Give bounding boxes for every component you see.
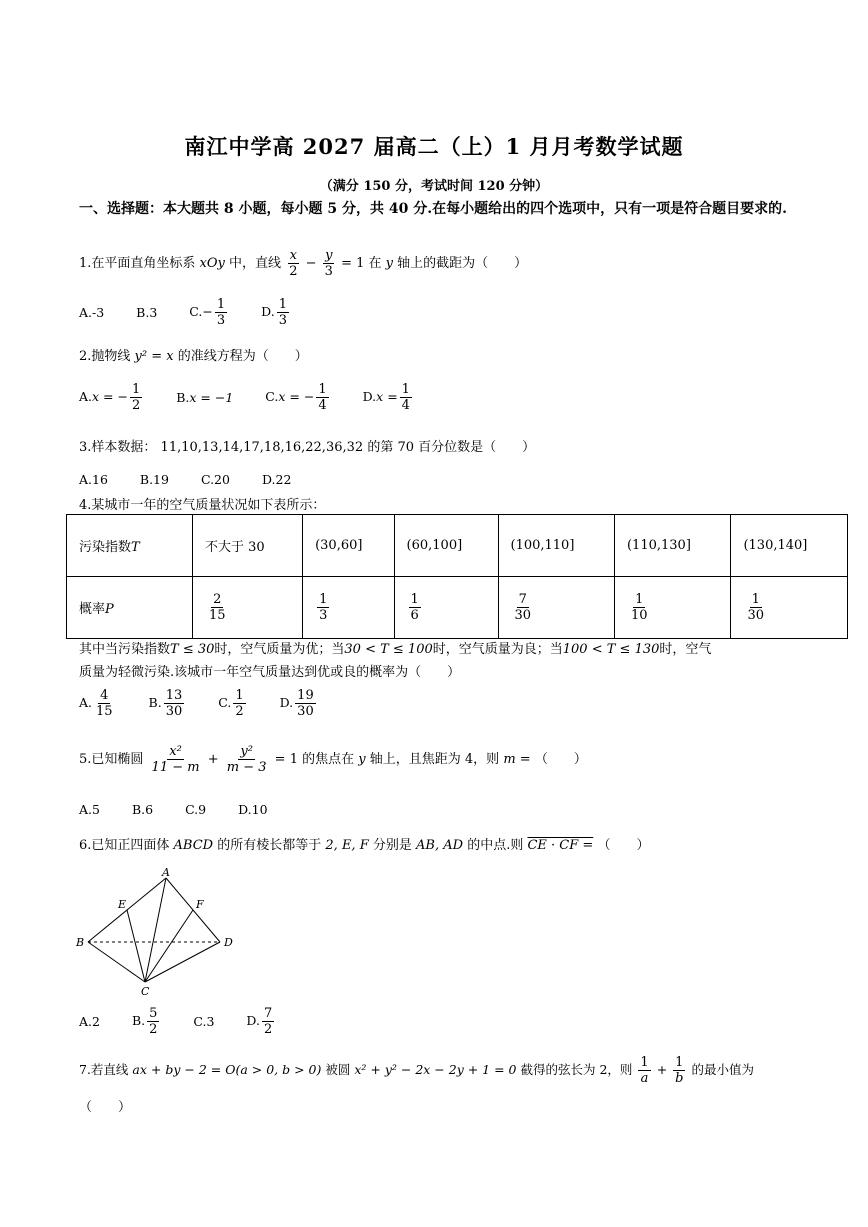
label-e: E xyxy=(118,898,127,911)
q2-text-b: 的准线方程为（ ） xyxy=(177,349,308,364)
q5-option-c[interactable]: C.9 xyxy=(185,802,207,817)
q1-option-a[interactable]: A.-3 xyxy=(79,305,105,320)
q4-options xyxy=(79,688,346,719)
q5-option-b[interactable]: B.6 xyxy=(131,802,154,817)
q6-options xyxy=(79,1006,304,1037)
q1-options xyxy=(79,297,319,328)
q1-frac-x: $\frac{x}{2}$ xyxy=(289,248,298,279)
tetrahedron-figure xyxy=(70,868,250,998)
q1-yvar: y xyxy=(385,256,394,271)
q1-text-b: 中，直线 xyxy=(229,256,282,271)
q6-option-c[interactable]: C.3 xyxy=(193,1014,215,1029)
q4-option-a[interactable]: A. $\frac{4}{15}$ xyxy=(79,688,113,719)
table-cell: (130,140] xyxy=(731,515,848,577)
q2-option-c[interactable]: C.x = − $\frac{1}{4}$ xyxy=(265,382,327,413)
q2-text-a: 2.抛物线 xyxy=(79,349,131,364)
table-row xyxy=(67,515,848,577)
q4-option-d[interactable]: D. $\frac{19}{30}$ xyxy=(279,688,314,719)
q5-option-d[interactable]: D.10 xyxy=(238,802,268,817)
table-row xyxy=(67,577,848,639)
q2-option-a[interactable]: A.x = − $\frac{1}{2}$ xyxy=(79,382,141,413)
question-7: 7.若直线 ax + by − 2 = O(a > 0, b > 0) 被圆 x² + y² − 2x − 2y + 1 = 0 截得的弦长为 2，则 $\frac{1}{a}$ + $\frac{1}{b}$ 的最小值为 xyxy=(79,1055,754,1086)
table-cell: $\frac{1}{3}$ xyxy=(303,577,394,639)
table-cell: 污染指数T xyxy=(67,515,193,577)
q2-options xyxy=(79,382,442,413)
q1-frac-y: $\frac{y}{3}$ xyxy=(324,248,333,279)
label-d: D xyxy=(224,936,233,949)
q6-option-d[interactable]: D. $\frac{7}{2}$ xyxy=(246,1006,273,1037)
q3-option-d[interactable]: D.22 xyxy=(261,472,292,487)
q3-text-b: 的第 70 百分位数是（ ） xyxy=(367,440,536,455)
q2-option-b[interactable]: B.x = −1 xyxy=(176,390,234,405)
q3-options xyxy=(79,471,319,487)
q7-answer-blank: （ ） xyxy=(79,1100,132,1115)
label-b: B xyxy=(76,936,85,949)
q1-text-c: 在 xyxy=(368,256,382,271)
question-5: 5.已知椭圆 $\frac{\text{x²}}{11 - m}$ + $\frac{\text{y²}}{m - 3}$ = 1 的焦点在 y 轴上，且焦距为 4，则 m = （ ） xyxy=(79,744,587,775)
table-cell: $\frac{1}{10}$ xyxy=(614,577,730,639)
table-cell: (110,130] xyxy=(614,515,730,577)
q1-var: xOy xyxy=(199,256,225,271)
question-3 xyxy=(79,436,535,455)
air-quality-table xyxy=(66,514,848,639)
label-f: F xyxy=(196,898,204,911)
label-c: C xyxy=(141,985,150,998)
q1-minus: − xyxy=(305,256,317,271)
q4-option-c[interactable]: C. $\frac{1}{2}$ xyxy=(218,688,244,719)
q6-option-b[interactable]: B. $\frac{5}{2}$ xyxy=(131,1006,158,1037)
table-cell: $\frac{7}{30}$ xyxy=(498,577,614,639)
question-4: 4.某城市一年的空气质量状况如下表所示： xyxy=(79,498,326,513)
page-title: 南江中学高 2027 届高二（上）1 月月考数学试题 xyxy=(184,134,684,159)
q3-option-b[interactable]: B.19 xyxy=(139,472,169,487)
q3-option-a[interactable]: A.16 xyxy=(79,472,108,487)
q3-text-a: 3.样本数据： xyxy=(79,440,157,455)
table-cell: 不大于 30 xyxy=(193,515,303,577)
q1-text-a: 1.在平面直角坐标系 xyxy=(79,256,196,271)
q1-option-b[interactable]: B.3 xyxy=(136,305,158,320)
table-cell: $\frac{1}{30}$ xyxy=(731,577,848,639)
q4-conditions: 其中当污染指数T ≤ 30时，空气质量为优；当30 < T ≤ 100时，空气质量为良；当100 < T ≤ 130时，空气 质量为轻微污染.该城市一年空气质量达到优或良的概率为（ ） xyxy=(79,642,712,680)
q1-option-d[interactable]: D. $\frac{1}{3}$ xyxy=(261,297,287,328)
q1-text-d: 轴上的截距为（ ） xyxy=(397,256,528,271)
table-cell: (60,100] xyxy=(394,515,498,577)
q5-options xyxy=(79,801,296,817)
q6-option-a[interactable]: A.2 xyxy=(79,1014,100,1029)
q1-eq: = 1 xyxy=(341,256,365,271)
label-a: A xyxy=(162,868,170,879)
q3-option-c[interactable]: C.20 xyxy=(200,472,230,487)
question-2 xyxy=(79,345,308,364)
q2-option-d[interactable]: D.x = $\frac{1}{4}$ xyxy=(362,382,410,413)
section-heading: 一、选择题：本大题共 8 小题，每小题 5 分，共 40 分.在每小题给出的四个选项中，只有一项是符合题目要求的. xyxy=(79,201,787,217)
table-cell: (30,60] xyxy=(303,515,394,577)
question-6: 6.已知正四面体 ABCD 的所有棱长都等于 2, E, F 分别是 AB, AD 的中点.则 CE · CF = （ ） xyxy=(79,838,650,853)
table-cell: (100,110] xyxy=(498,515,614,577)
table-cell: 概率P xyxy=(67,577,193,639)
page-subtitle: （满分 150 分，考试时间 120 分钟） xyxy=(319,179,549,194)
question-1 xyxy=(79,248,527,279)
q1-option-c[interactable]: C.− $\frac{1}{3}$ xyxy=(189,297,226,328)
q5-option-a[interactable]: A.5 xyxy=(79,802,100,817)
table-cell: $\frac{1}{6}$ xyxy=(394,577,498,639)
table-cell: $\frac{2}{15}$ xyxy=(193,577,303,639)
q2-expr: y² = x xyxy=(134,349,174,364)
q4-option-b[interactable]: B. $\frac{13}{30}$ xyxy=(148,688,183,719)
q3-data: 11,10,13,14,17,18,16,22,36,32 xyxy=(160,440,364,455)
